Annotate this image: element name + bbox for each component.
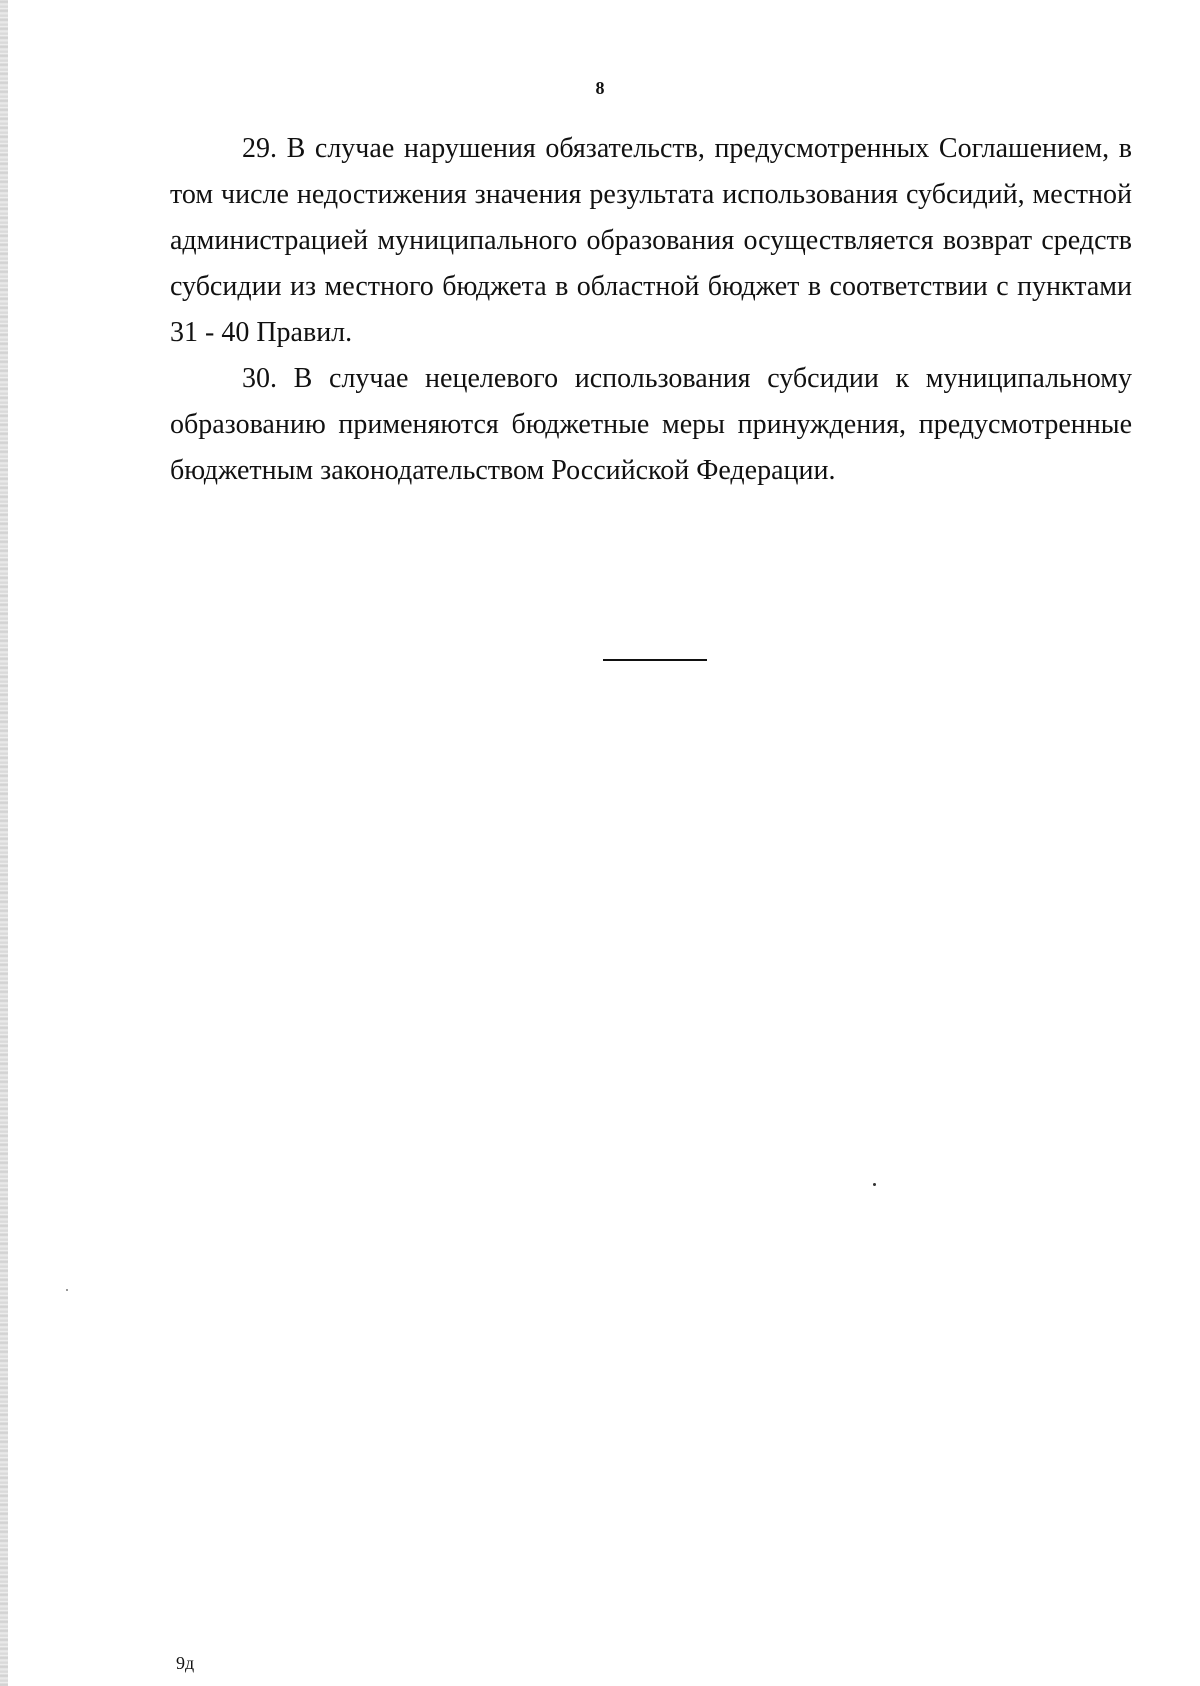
section-end-line	[603, 659, 707, 661]
page-number: 8	[595, 78, 605, 98]
scan-speck	[873, 1183, 876, 1186]
scan-speck	[66, 1289, 68, 1291]
paragraph-30: 30. В случае нецелевого использования субсидии к муниципальному образованию применяются бюджетные меры принуждения, предусмотренные бюджетным законодательством Российской Федерации.	[170, 363, 1132, 486]
document-body	[170, 126, 1132, 494]
footer-code: 9д	[176, 1653, 195, 1673]
paragraph-29: 29. В случае нарушения обязательств, предусмотренных Соглашением, в том числе недостижения значения результата использования субсидий, местной администрацией муниципального образования осуществляется возврат средств субсидии из местного бюджета в областной бюджет в соответствии с пунктами 31 - 40 Правил.	[170, 133, 1132, 348]
scan-edge-artifact	[0, 0, 8, 1686]
